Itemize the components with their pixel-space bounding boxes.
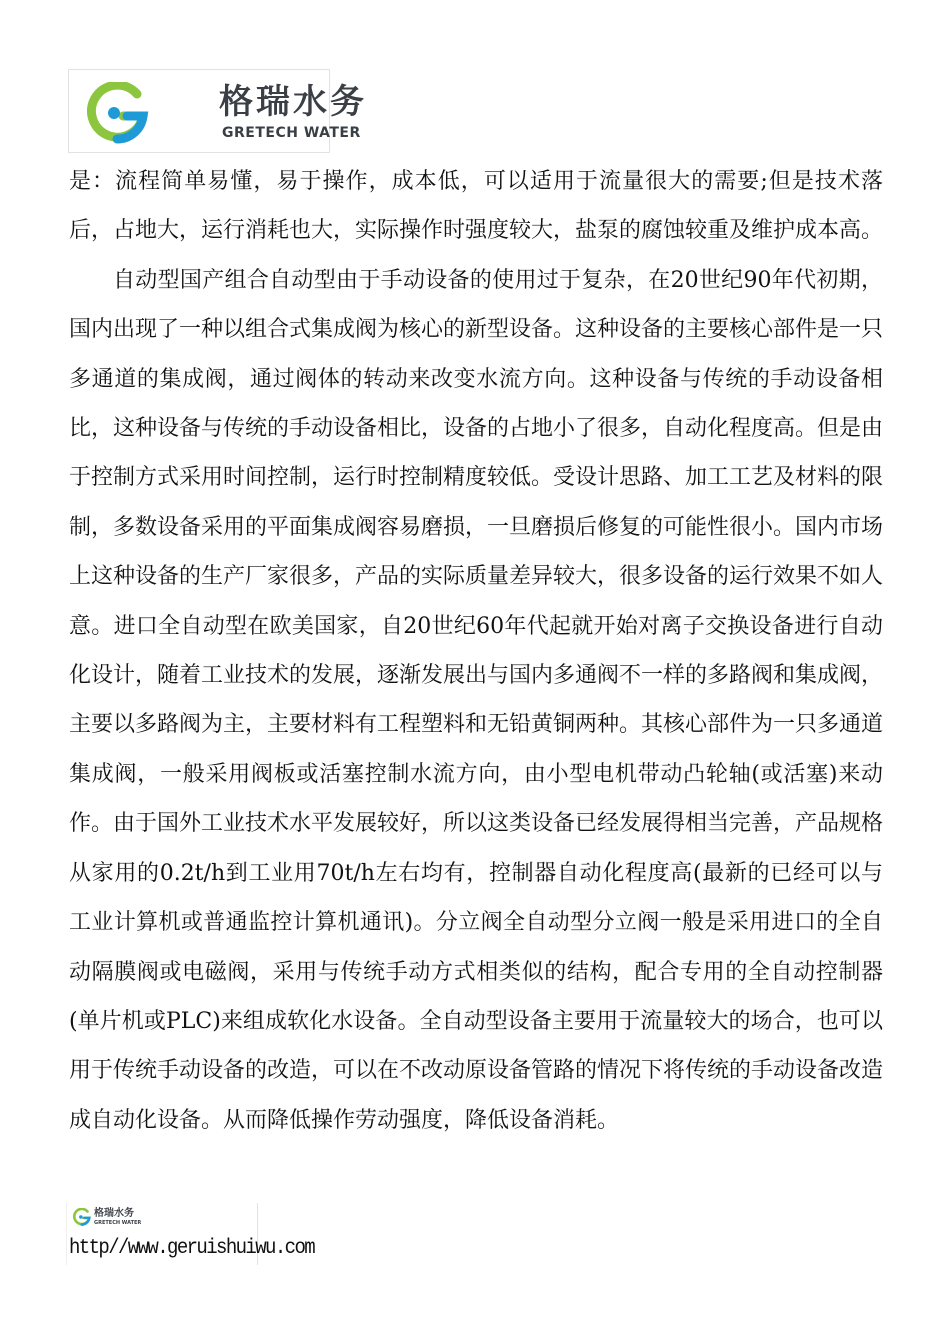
paragraph-2: 自动型国产组合自动型由于手动设备的使用过于复杂，在20世纪90年代初期，国内出现了一种以组合式集成阀为核心的新型设备。这种设备的主要核心部件是一只多通道的集成阀，通过阀体的转动来改变水流方向。这种设备与传统的手动设备相比，这种设备与传统的手动设备相比，设备的占地小了很多，自动化程度高。但是由于控制方式采用时间控制，运行时控制精度较低。受设计思路、加工工艺及材料的限制，多数设备采用的平面集成阀容易磨损，一旦磨损后修复的可能性很小。国内市场上这种设备的生产厂家很多，产品的实际质量差异较大，很多设备的运行效果不如人意。进口全自动型在欧美国家，自20世纪60年代起就开始对离子交换设备进行自动化设计，随着工业技术的发展，逐渐发展出与国内多通阀不一样的多路阀和集成阀，主要以多路阀为主，主要材料有工程塑料和无铅黄铜两种。其核心部件为一只多通道集成阀，一般采用阀板或活塞控制水流方向，由小型电机带动凸轮轴(或活塞)来动作。由于国外工业技术水平发展较好，所以这类设备已经发展得相当完善，产品规格从家用的0.2t/h到工业用70t/h左右均有，控制器自动化程度高(最新的已经可以与工业计算机或普通监控计算机通讯)。分立阀全自动型分立阀一般是采用进口的全自动隔膜阀或电磁阀，采用与传统手动方式相类似的结构，配合专用的全自动控制器(单片机或PLC)来组成软化水设备。全自动型设备主要用于流量较大的场合，也可以用于传统手动设备的改造，可以在不改动原设备管路的情况下将传统的手动设备改造成自动化设备。从而降低操作劳动强度，降低设备消耗。: [69, 267, 884, 1133]
gretech-logo-small-icon: [73, 1208, 91, 1226]
header-logo: [68, 69, 367, 153]
footer-logo: [73, 1207, 163, 1229]
paragraph-1: 是：流程简单易懂，易于操作，成本低，可以适用于流量很大的需要;但是技术落后，占地大，运行消耗也大，实际操作时强度较大，盐泵的腐蚀较重及维护成本高。: [69, 169, 884, 244]
footer-brand-cn: 格瑞水务: [94, 1208, 134, 1219]
brand-name-en: GRETECH WATER: [222, 125, 361, 141]
footer: [66, 1203, 315, 1265]
brand-name-cn: 格瑞水务: [219, 82, 367, 122]
gretech-logo-icon: [87, 82, 149, 144]
website-url-link[interactable]: http//www.geruishuiwu.com: [69, 1235, 315, 1260]
document-body: [69, 157, 883, 1145]
footer-brand-en: GRETECH WATER: [94, 1220, 142, 1226]
